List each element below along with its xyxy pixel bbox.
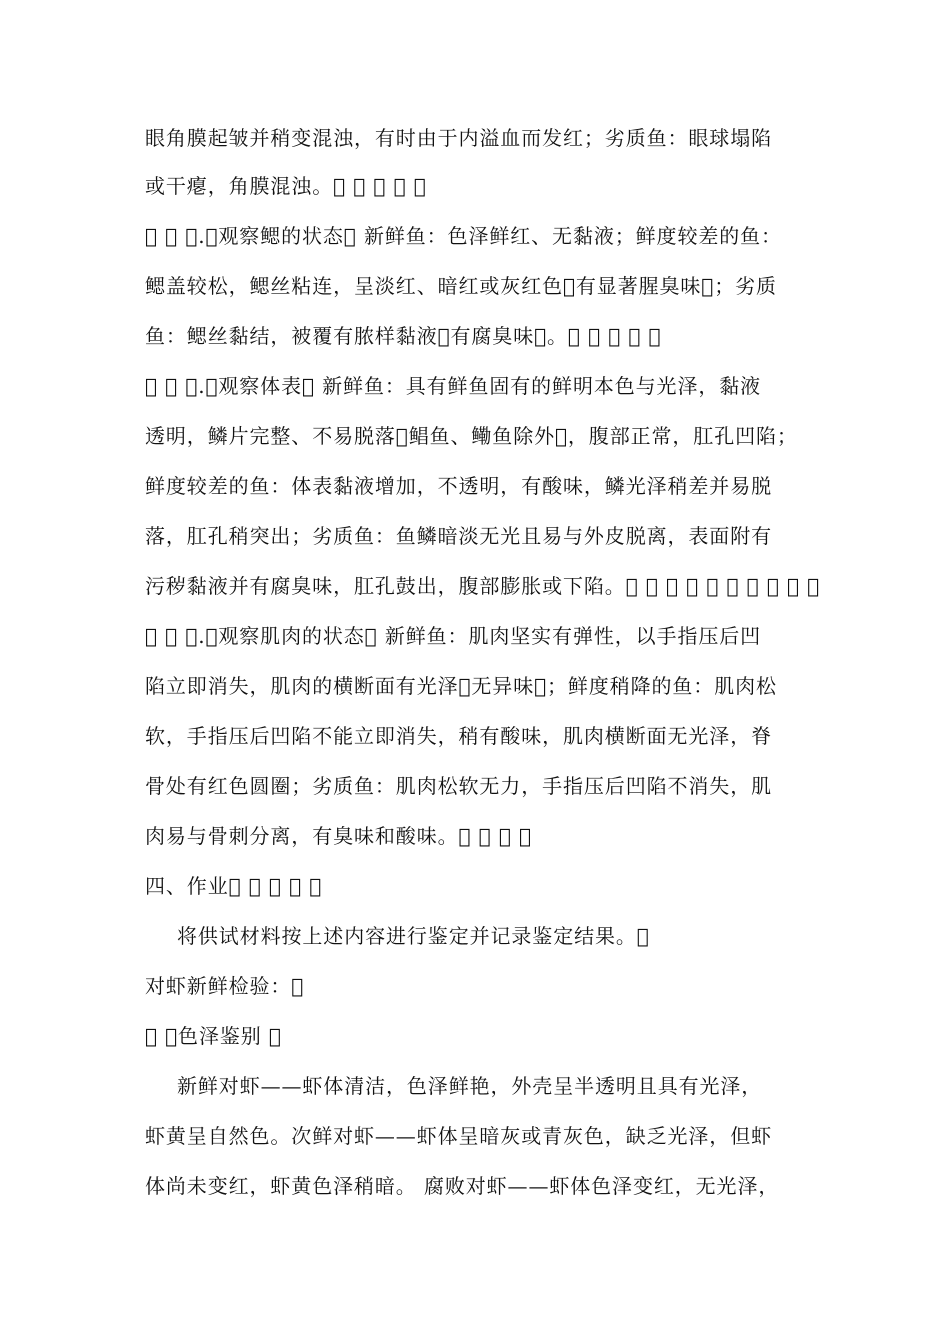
text-line:      . 观察鳃的状态  新鲜鱼：色泽鲜红、无黏液；鲜度较差的鱼：: [145, 224, 782, 248]
text-line: 眼角膜起皱并稍变混浊，有时由于内溢血而发红；劣质鱼：眼球塌陷: [145, 126, 772, 150]
text-line: 污秽黏液并有腐臭味，肛孔鼓出，腹部膨胀或下陷。                   : [145, 574, 821, 598]
section-heading: 四、作业         : [145, 874, 323, 898]
text-line: 将供试材料按上述内容进行鉴定并记录鉴定结果。 : [177, 924, 650, 948]
text-line:      . 观察肌肉的状态  新鲜鱼：肌肉坚实有弹性，以手指压后凹: [145, 624, 762, 648]
text-line: 透明，鳞片完整、不易脱落 鲳鱼、鳓鱼除外 ，腹部正常，肛孔凹陷；: [145, 424, 798, 448]
text-line: 软，手指压后凹陷不能立即消失，稍有酸味，肌肉横断面无光泽，脊: [145, 724, 772, 748]
text-line: 新鲜对虾——虾体清洁，色泽鲜艳，外壳呈半透明且具有光泽，: [177, 1074, 763, 1098]
text-line: 骨处有红色圆圈；劣质鱼：肌肉松软无力，手指压后凹陷不消失，肌: [145, 774, 772, 798]
text-line:      . 观察体表  新鲜鱼：具有鲜鱼固有的鲜明本色与光泽，黏液: [145, 374, 762, 398]
text-line: 鲜度较差的鱼：体表黏液增加，不透明，有酸味，鳞光泽稍差并易脱: [145, 474, 772, 498]
subheading:    色泽鉴别  : [145, 1024, 282, 1048]
text-line: 鳃盖较松，鳃丝粘连，呈淡红、暗红或灰红色 有显著腥臭味 ；劣质: [145, 274, 777, 298]
text-line: 落，肛孔稍突出；劣质鱼：鱼鳞暗淡无光且易与外皮脱离，表面附有: [145, 524, 772, 548]
subheading: 对虾新鲜检验： : [145, 974, 305, 998]
text-line: 肉易与骨刺分离，有臭味和酸味。       : [145, 824, 532, 848]
text-line: 虾黄呈自然色。次鲜对虾——虾体呈暗灰或青灰色，缺乏光泽，但虾: [145, 1124, 772, 1148]
text-line: 体尚未变红，虾黄色泽稍暗。 腐败对虾——虾体色泽变红，无光泽，: [145, 1174, 780, 1198]
text-line: 或干瘪，角膜混浊。         : [145, 174, 427, 198]
text-line: 鱼：鳃丝黏结，被覆有脓样黏液 有腐臭味 。         : [145, 324, 662, 348]
text-line: 陷立即消失，肌肉的横断面有光泽 无异味 ；鲜度稍降的鱼：肌肉松: [145, 674, 777, 698]
